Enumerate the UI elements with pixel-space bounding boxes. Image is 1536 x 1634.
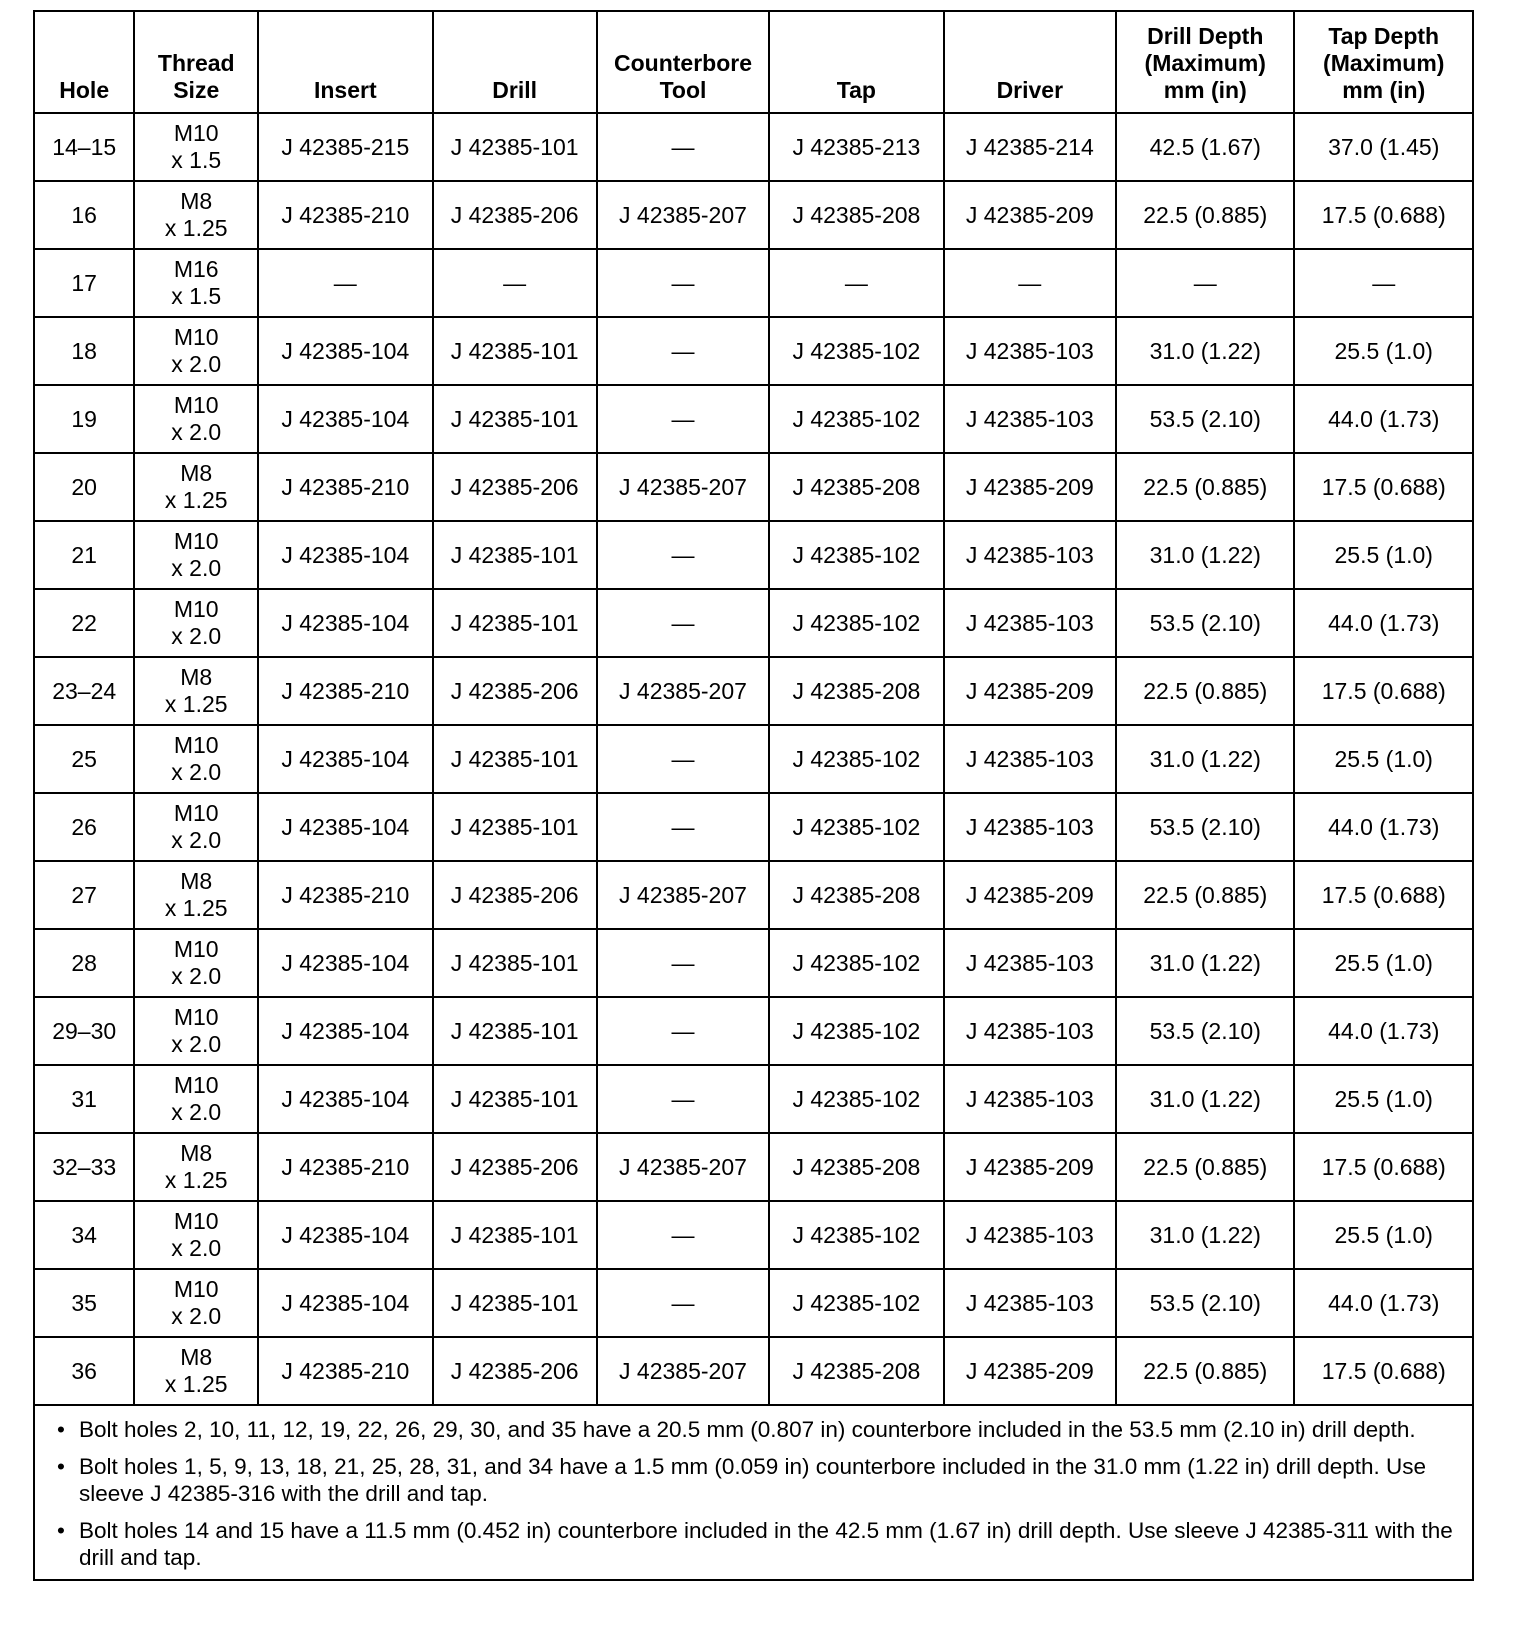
counterbore-tool-cell: —: [597, 1065, 769, 1133]
col-counterbore-tool-header: [597, 12, 769, 113]
counterbore-tool-cell: J 42385-207: [597, 1133, 769, 1201]
drill-depth-cell: 22.5 (0.885): [1116, 657, 1294, 725]
drill-depth-cell: 31.0 (1.22): [1116, 929, 1294, 997]
tap-cell: J 42385-208: [769, 1337, 943, 1405]
bullet-icon: •: [57, 1518, 65, 1543]
hole-cell: 20: [35, 453, 134, 521]
drill-depth-cell: 31.0 (1.22): [1116, 1201, 1294, 1269]
drill-cell: J 42385-101: [433, 113, 597, 181]
header-label: Tap: [836, 77, 876, 103]
thread-size-cell: M10 x 2.0: [134, 1269, 258, 1337]
tap-cell: J 42385-102: [769, 725, 943, 793]
col-tap-header: [769, 12, 943, 113]
insert-cell: J 42385-104: [258, 385, 432, 453]
table-row: [35, 1133, 1472, 1201]
thread-size-cell: M10 x 2.0: [134, 793, 258, 861]
driver-cell: J 42385-103: [944, 793, 1116, 861]
tap-cell: J 42385-102: [769, 1269, 943, 1337]
header-label: Counterbore Tool: [613, 50, 752, 103]
table-row: [35, 181, 1472, 249]
tap-depth-cell: 25.5 (1.0): [1294, 1065, 1472, 1133]
hole-cell: 26: [35, 793, 134, 861]
drill-depth-cell: 42.5 (1.67): [1116, 113, 1294, 181]
thread-size-cell: M10 x 2.0: [134, 385, 258, 453]
header-label: Insert: [313, 77, 377, 103]
table-row: [35, 657, 1472, 725]
thread-size-cell: M8 x 1.25: [134, 1337, 258, 1405]
drill-depth-cell: 53.5 (2.10): [1116, 385, 1294, 453]
tap-depth-cell: 25.5 (1.0): [1294, 929, 1472, 997]
driver-cell: J 42385-103: [944, 1201, 1116, 1269]
tap-cell: —: [769, 249, 943, 317]
tap-depth-cell: 25.5 (1.0): [1294, 317, 1472, 385]
tap-depth-cell: 44.0 (1.73): [1294, 385, 1472, 453]
hole-cell: 22: [35, 589, 134, 657]
hole-cell: 25: [35, 725, 134, 793]
tap-cell: J 42385-102: [769, 1065, 943, 1133]
tap-depth-cell: 17.5 (0.688): [1294, 861, 1472, 929]
tap-depth-cell: 17.5 (0.688): [1294, 1337, 1472, 1405]
drill-cell: J 42385-101: [433, 385, 597, 453]
drill-cell: J 42385-101: [433, 1065, 597, 1133]
header-label: Tap Depth (Maximum) mm (in): [1323, 23, 1445, 103]
driver-cell: J 42385-209: [944, 1337, 1116, 1405]
insert-cell: J 42385-210: [258, 861, 432, 929]
table-row: [35, 1337, 1472, 1405]
driver-cell: J 42385-103: [944, 997, 1116, 1065]
tap-depth-cell: 44.0 (1.73): [1294, 997, 1472, 1065]
drill-depth-cell: —: [1116, 249, 1294, 317]
notes-section: [35, 1406, 1472, 1579]
insert-cell: J 42385-104: [258, 521, 432, 589]
hole-cell: 23–24: [35, 657, 134, 725]
tool-spec-table: [35, 12, 1472, 1406]
col-driver-header: [944, 12, 1116, 113]
drill-cell: J 42385-206: [433, 453, 597, 521]
drill-cell: J 42385-101: [433, 1201, 597, 1269]
thread-size-cell: M10 x 2.0: [134, 1201, 258, 1269]
tap-cell: J 42385-208: [769, 657, 943, 725]
driver-cell: J 42385-103: [944, 521, 1116, 589]
insert-cell: J 42385-215: [258, 113, 432, 181]
table-row: [35, 113, 1472, 181]
drill-depth-cell: 31.0 (1.22): [1116, 1065, 1294, 1133]
driver-cell: J 42385-214: [944, 113, 1116, 181]
driver-cell: J 42385-209: [944, 453, 1116, 521]
insert-cell: J 42385-104: [258, 1201, 432, 1269]
drill-cell: J 42385-206: [433, 1337, 597, 1405]
table-row: [35, 317, 1472, 385]
driver-cell: J 42385-103: [944, 589, 1116, 657]
counterbore-tool-cell: —: [597, 997, 769, 1065]
thread-size-cell: M10 x 2.0: [134, 725, 258, 793]
insert-cell: J 42385-210: [258, 453, 432, 521]
counterbore-tool-cell: —: [597, 249, 769, 317]
drill-depth-cell: 53.5 (2.10): [1116, 793, 1294, 861]
driver-cell: J 42385-103: [944, 1065, 1116, 1133]
driver-cell: J 42385-209: [944, 1133, 1116, 1201]
thread-size-cell: M8 x 1.25: [134, 861, 258, 929]
drill-depth-cell: 53.5 (2.10): [1116, 997, 1294, 1065]
header-row: [35, 12, 1472, 113]
tap-cell: J 42385-102: [769, 1201, 943, 1269]
tap-cell: J 42385-208: [769, 453, 943, 521]
tap-cell: J 42385-213: [769, 113, 943, 181]
table-row: [35, 521, 1472, 589]
drill-cell: J 42385-101: [433, 521, 597, 589]
insert-cell: J 42385-104: [258, 589, 432, 657]
drill-cell: J 42385-101: [433, 1269, 597, 1337]
hole-cell: 21: [35, 521, 134, 589]
tap-cell: J 42385-102: [769, 997, 943, 1065]
tap-depth-cell: 25.5 (1.0): [1294, 521, 1472, 589]
counterbore-tool-cell: —: [597, 793, 769, 861]
table-body: [35, 113, 1472, 1405]
tap-cell: J 42385-102: [769, 589, 943, 657]
drill-depth-cell: 22.5 (0.885): [1116, 1337, 1294, 1405]
drill-cell: J 42385-101: [433, 793, 597, 861]
table-row: [35, 1065, 1472, 1133]
tool-spec-table-container: [33, 10, 1474, 1581]
counterbore-tool-cell: —: [597, 725, 769, 793]
drill-cell: J 42385-101: [433, 317, 597, 385]
drill-cell: —: [433, 249, 597, 317]
note-item: [57, 1517, 1454, 1571]
thread-size-cell: M10 x 2.0: [134, 929, 258, 997]
hole-cell: 35: [35, 1269, 134, 1337]
tap-cell: J 42385-208: [769, 181, 943, 249]
tap-depth-cell: 37.0 (1.45): [1294, 113, 1472, 181]
table-row: [35, 453, 1472, 521]
tap-cell: J 42385-208: [769, 1133, 943, 1201]
hole-cell: 34: [35, 1201, 134, 1269]
drill-cell: J 42385-101: [433, 725, 597, 793]
driver-cell: —: [944, 249, 1116, 317]
tap-depth-cell: 25.5 (1.0): [1294, 725, 1472, 793]
header-label: Drill: [492, 77, 538, 103]
insert-cell: J 42385-210: [258, 1337, 432, 1405]
hole-cell: 14–15: [35, 113, 134, 181]
note-item: [57, 1453, 1454, 1507]
thread-size-cell: M10 x 2.0: [134, 589, 258, 657]
insert-cell: J 42385-104: [258, 725, 432, 793]
thread-size-cell: M10 x 2.0: [134, 1065, 258, 1133]
insert-cell: J 42385-104: [258, 1269, 432, 1337]
counterbore-tool-cell: —: [597, 1269, 769, 1337]
table-row: [35, 793, 1472, 861]
hole-cell: 17: [35, 249, 134, 317]
drill-cell: J 42385-101: [433, 997, 597, 1065]
hole-cell: 28: [35, 929, 134, 997]
hole-cell: 36: [35, 1337, 134, 1405]
insert-cell: J 42385-104: [258, 1065, 432, 1133]
counterbore-tool-cell: —: [597, 113, 769, 181]
col-tap-depth-header: [1294, 12, 1472, 113]
hole-cell: 19: [35, 385, 134, 453]
counterbore-tool-cell: —: [597, 1201, 769, 1269]
header-label: Hole: [59, 77, 110, 103]
insert-cell: J 42385-104: [258, 929, 432, 997]
drill-depth-cell: 31.0 (1.22): [1116, 521, 1294, 589]
counterbore-tool-cell: —: [597, 589, 769, 657]
insert-cell: —: [258, 249, 432, 317]
counterbore-tool-cell: J 42385-207: [597, 657, 769, 725]
driver-cell: J 42385-209: [944, 861, 1116, 929]
driver-cell: J 42385-103: [944, 317, 1116, 385]
note-item: [57, 1416, 1454, 1443]
counterbore-tool-cell: J 42385-207: [597, 861, 769, 929]
header-label: Driver: [996, 77, 1064, 103]
table-row: [35, 1201, 1472, 1269]
table-row: [35, 385, 1472, 453]
drill-cell: J 42385-206: [433, 1133, 597, 1201]
header-label: Thread Size: [157, 50, 235, 103]
col-hole-header: [35, 12, 134, 113]
table-row: [35, 725, 1472, 793]
header-label: Drill Depth (Maximum) mm (in): [1144, 23, 1266, 103]
col-insert-header: [258, 12, 432, 113]
drill-cell: J 42385-206: [433, 861, 597, 929]
drill-depth-cell: 53.5 (2.10): [1116, 1269, 1294, 1337]
counterbore-tool-cell: J 42385-207: [597, 181, 769, 249]
counterbore-tool-cell: —: [597, 385, 769, 453]
hole-cell: 18: [35, 317, 134, 385]
insert-cell: J 42385-104: [258, 997, 432, 1065]
drill-cell: J 42385-101: [433, 929, 597, 997]
thread-size-cell: M8 x 1.25: [134, 181, 258, 249]
counterbore-tool-cell: —: [597, 929, 769, 997]
drill-cell: J 42385-101: [433, 589, 597, 657]
thread-size-cell: M10 x 1.5: [134, 113, 258, 181]
tap-depth-cell: 25.5 (1.0): [1294, 1201, 1472, 1269]
driver-cell: J 42385-103: [944, 929, 1116, 997]
driver-cell: J 42385-209: [944, 657, 1116, 725]
drill-depth-cell: 31.0 (1.22): [1116, 317, 1294, 385]
tap-depth-cell: 17.5 (0.688): [1294, 657, 1472, 725]
table-row: [35, 249, 1472, 317]
drill-cell: J 42385-206: [433, 657, 597, 725]
driver-cell: J 42385-103: [944, 385, 1116, 453]
hole-cell: 16: [35, 181, 134, 249]
table-row: [35, 929, 1472, 997]
insert-cell: J 42385-104: [258, 793, 432, 861]
tap-depth-cell: 17.5 (0.688): [1294, 453, 1472, 521]
hole-cell: 29–30: [35, 997, 134, 1065]
tap-cell: J 42385-208: [769, 861, 943, 929]
drill-cell: J 42385-206: [433, 181, 597, 249]
insert-cell: J 42385-210: [258, 1133, 432, 1201]
thread-size-cell: M8 x 1.25: [134, 1133, 258, 1201]
driver-cell: J 42385-103: [944, 725, 1116, 793]
col-thread-size-header: [134, 12, 258, 113]
table-row: [35, 997, 1472, 1065]
thread-size-cell: M8 x 1.25: [134, 453, 258, 521]
tap-depth-cell: 44.0 (1.73): [1294, 1269, 1472, 1337]
tap-depth-cell: 44.0 (1.73): [1294, 793, 1472, 861]
driver-cell: J 42385-209: [944, 181, 1116, 249]
table-row: [35, 1269, 1472, 1337]
tap-depth-cell: 17.5 (0.688): [1294, 1133, 1472, 1201]
thread-size-cell: M10 x 2.0: [134, 521, 258, 589]
bullet-icon: •: [57, 1454, 65, 1479]
table-row: [35, 861, 1472, 929]
hole-cell: 32–33: [35, 1133, 134, 1201]
driver-cell: J 42385-103: [944, 1269, 1116, 1337]
counterbore-tool-cell: —: [597, 521, 769, 589]
tap-cell: J 42385-102: [769, 521, 943, 589]
drill-depth-cell: 22.5 (0.885): [1116, 1133, 1294, 1201]
col-drill-depth-header: [1116, 12, 1294, 113]
note-text: Bolt holes 14 and 15 have a 11.5 mm (0.452 in) counterbore included in the 42.5 mm (1.67 in) drill depth. Use sleeve J 42385-311 with the drill and tap.: [79, 1518, 1453, 1570]
thread-size-cell: M8 x 1.25: [134, 657, 258, 725]
hole-cell: 27: [35, 861, 134, 929]
counterbore-tool-cell: J 42385-207: [597, 1337, 769, 1405]
counterbore-tool-cell: —: [597, 317, 769, 385]
insert-cell: J 42385-210: [258, 181, 432, 249]
bullet-icon: •: [57, 1417, 65, 1442]
tap-cell: J 42385-102: [769, 793, 943, 861]
drill-depth-cell: 22.5 (0.885): [1116, 453, 1294, 521]
note-text: Bolt holes 2, 10, 11, 12, 19, 22, 26, 29, 30, and 35 have a 20.5 mm (0.807 in) counterbore included in the 53.5 mm (2.10 in) drill depth.: [79, 1417, 1416, 1442]
drill-depth-cell: 22.5 (0.885): [1116, 181, 1294, 249]
drill-depth-cell: 31.0 (1.22): [1116, 725, 1294, 793]
tap-depth-cell: —: [1294, 249, 1472, 317]
thread-size-cell: M10 x 2.0: [134, 997, 258, 1065]
tap-cell: J 42385-102: [769, 929, 943, 997]
thread-size-cell: M16 x 1.5: [134, 249, 258, 317]
counterbore-tool-cell: J 42385-207: [597, 453, 769, 521]
col-drill-header: [433, 12, 597, 113]
hole-cell: 31: [35, 1065, 134, 1133]
note-text: Bolt holes 1, 5, 9, 13, 18, 21, 25, 28, 31, and 34 have a 1.5 mm (0.059 in) counterbore included in the 31.0 mm (1.22 in) drill depth. Use sleeve J 42385-316 with the drill and tap.: [79, 1454, 1427, 1506]
tap-depth-cell: 44.0 (1.73): [1294, 589, 1472, 657]
insert-cell: J 42385-104: [258, 317, 432, 385]
insert-cell: J 42385-210: [258, 657, 432, 725]
tap-cell: J 42385-102: [769, 317, 943, 385]
tap-depth-cell: 17.5 (0.688): [1294, 181, 1472, 249]
drill-depth-cell: 53.5 (2.10): [1116, 589, 1294, 657]
thread-size-cell: M10 x 2.0: [134, 317, 258, 385]
drill-depth-cell: 22.5 (0.885): [1116, 861, 1294, 929]
tap-cell: J 42385-102: [769, 385, 943, 453]
table-row: [35, 589, 1472, 657]
